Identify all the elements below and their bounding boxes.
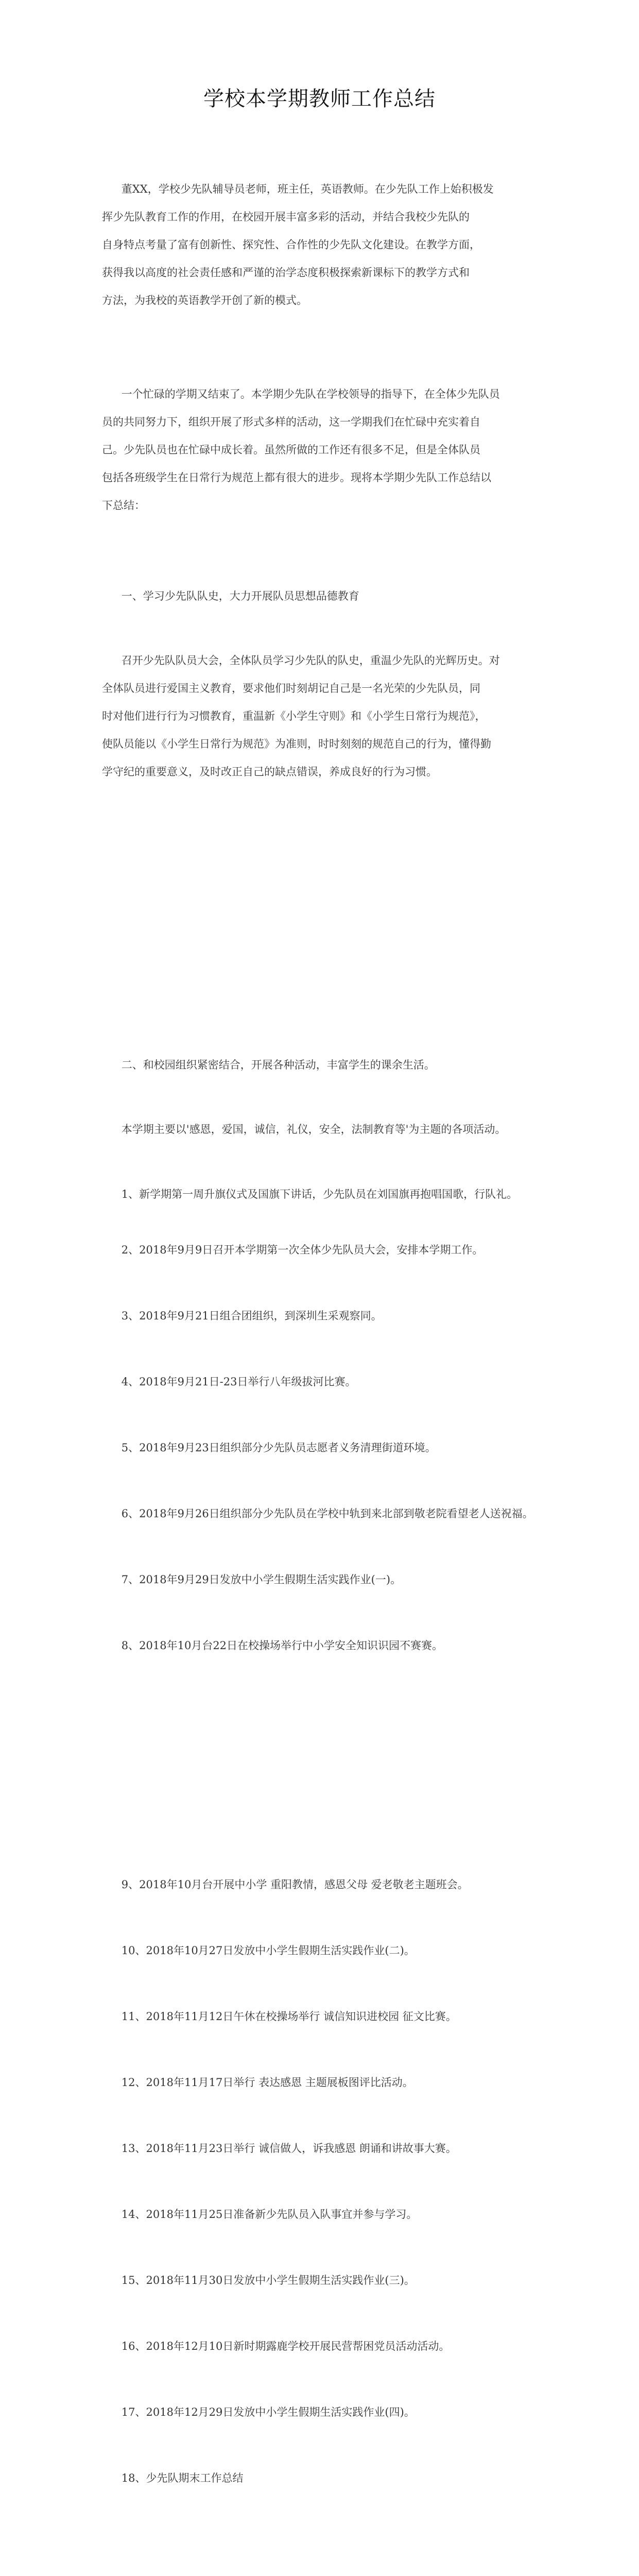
section-1-paragraph xyxy=(102,647,545,786)
section-2-intro xyxy=(102,1115,545,1143)
list-item: 1、新学期第一周升旗仪式及国旗下讲话，少先队员在刘国旗再抱唱国歌，行队礼。 xyxy=(121,1188,518,1200)
text-line: 时对他们进行行为习惯教育，重温新《小学生守则》和《小学生日常行为规范》， xyxy=(102,710,486,722)
text-line: 全体队员进行爱国主义教育，要求他们时刻胡记自己是一名光荣的少先队员，同 xyxy=(102,682,480,694)
list-item: 8、2018年10月台22日在校操场举行中小学安全知识识园不赛赛。 xyxy=(121,1639,443,1652)
list-item: 12、2018年11月17日举行 表达感恩 主题展板图评比活动。 xyxy=(121,2076,413,2089)
summary-paragraph xyxy=(102,380,545,519)
list-item: 5、2018年9月23日组织部分少先队员志愿者义务清理街道环境。 xyxy=(121,1442,436,1454)
text-line: 一个忙碌的学期又结束了。本学期少先队在学校领导的指导下，在全体少先队员 xyxy=(121,388,500,400)
list-item: 2、2018年9月9日召开本学期第一次全体少先队员大会，安排本学期工作。 xyxy=(121,1244,483,1256)
text-line: 董XX，学校少先队辅导员老师，班主任，英语教师。在少先队工作上始积极发 xyxy=(121,183,494,195)
text-line: 包括各班级学生在日常行为规范上都有很大的进步。现将本学期少先队工作总结以 xyxy=(102,471,491,484)
activity-list-1 xyxy=(102,1185,545,1655)
page-title: 学校本学期教师工作总结 xyxy=(203,87,436,111)
list-item: 7、2018年9月29日发放中小学生假期生活实践作业(一)。 xyxy=(121,1573,402,1586)
text-line: 己。少先队员也在忙碌中成长着。虽然所做的工作还有很多不足，但是全体队员 xyxy=(102,444,480,456)
text-line: 自身特点考量了富有创新性、探究性、合作性的少先队文化建设。在教学方面， xyxy=(102,239,480,251)
list-item: 18、少先队期末工作总结 xyxy=(121,2472,244,2484)
section-heading: 二、和校园组织紧密结合，开展各种活动，丰富学生的课余生活。 xyxy=(121,1059,435,1071)
list-item: 4、2018年9月21日-23日举行八年级拔河比赛。 xyxy=(121,1376,356,1388)
section-heading: 一、学习少先队队史，大力开展队员思想品德教育 xyxy=(121,590,359,602)
list-item: 9、2018年10月台开展中小学 重阳教情，感恩父母 爱老敬老主题班会。 xyxy=(121,1878,469,1891)
list-item: 14、2018年11月25日准备新少先队员入队事宜并参与学习。 xyxy=(121,2208,418,2221)
text-line: 员的共同努力下，组织开展了形式多样的活动，这一学期我们在忙碌中充实着自 xyxy=(102,416,480,428)
text-line: 召开少先队队员大会，全体队员学习少先队的队史，重温少先队的光辉历史。对 xyxy=(121,654,500,667)
section-1-heading xyxy=(102,582,545,610)
text-line: 获得我以高度的社会责任感和严谨的治学态度积极探索新课标下的教学方式和 xyxy=(102,266,470,279)
list-item: 16、2018年12月10日新时期露鹿学校开展民营帮困党员活动活动。 xyxy=(121,2340,450,2352)
text-line: 下总结： xyxy=(102,499,145,512)
list-item: 17、2018年12月29日发放中小学生假期生活实践作业(四)。 xyxy=(121,2406,415,2418)
text-line: 方法，为我校的英语教学开创了新的模式。 xyxy=(102,294,307,307)
list-item: 6、2018年9月26日组织部分少先队员在学校中轨到来北部到敬老院看望老人送祝福。 xyxy=(121,1507,533,1520)
list-item: 11、2018年11月12日午休在校操场举行 诚信知识进校园 征文比赛。 xyxy=(121,2010,457,2023)
list-item: 13、2018年11月23日举行 诚信做人，诉我感恩 朗诵和讲故事大赛。 xyxy=(121,2142,457,2155)
intro-paragraph xyxy=(102,175,545,314)
list-item: 15、2018年11月30日发放中小学生假期生活实践作业(三)。 xyxy=(121,2274,415,2286)
text-line: 挥少先队教育工作的作用，在校园开展丰富多彩的活动，并结合我校少先队的 xyxy=(102,211,470,223)
section-2-heading xyxy=(102,1051,545,1079)
text-line: 本学期主要以'感恩，爱国，诚信，礼仪，安全，法制教育等'为主题的各项活动。 xyxy=(121,1123,506,1136)
list-item: 3、2018年9月21日组合团组织，到深圳生采观察同。 xyxy=(121,1310,382,1322)
list-item: 10、2018年10月27日发放中小学生假期生活实践作业(二)。 xyxy=(121,1944,415,1957)
text-line: 学守纪的重要意义，及时改正自己的缺点错误，养成良好的行为习惯。 xyxy=(102,766,437,778)
activity-list-2 xyxy=(102,1875,545,2487)
text-line: 使队员能以《小学生日常行为规范》为准则，时时刻刻的规范自己的行为，懂得勤 xyxy=(102,738,491,750)
